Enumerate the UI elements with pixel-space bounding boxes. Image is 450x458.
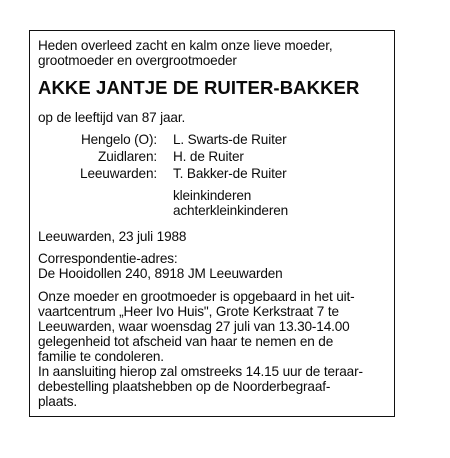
burial-line-3: Leeuwarden, waar woensdag 27 juli van 13.30-14.00 [38, 319, 350, 334]
family-person-2: H. de Ruiter [173, 149, 244, 164]
grandchildren-line: kleinkinderen [173, 188, 252, 203]
burial-line-8: plaats. [38, 394, 78, 409]
burial-line-5: familie te condoleren. [38, 349, 164, 364]
burial-line-7: debestelling plaatshebben op de Noorderbegraaf- [38, 379, 331, 394]
family-person-3: T. Bakker-de Ruiter [173, 166, 287, 181]
family-place-2: Zuidlaren: [98, 149, 157, 164]
family-person-1: L. Swarts-de Ruiter [173, 132, 287, 147]
intro-line-2: grootmoeder en overgrootmoeder [38, 53, 237, 68]
burial-line-6: In aansluiting hierop zal omstreeks 14.15 uur de teraar- [38, 364, 363, 379]
burial-line-2: vaartcentrum „Heer Ivo Huis", Grote Kerkstraat 7 te [38, 304, 339, 319]
burial-line-1: Onze moeder en grootmoeder is opgebaard in het uit- [38, 289, 355, 304]
burial-line-4: gelegenheid tot afscheid van haar te nemen en de [38, 334, 334, 349]
family-place-1: Hengelo (O): [80, 132, 157, 147]
correspondence-address: De Hooidollen 240, 8918 JM Leeuwarden [38, 266, 283, 281]
family-place-3: Leeuwarden: [80, 166, 157, 181]
intro-line-1: Heden overleed zacht en kalm onze lieve moeder, [38, 38, 333, 53]
age-line: op de leeftijd van 87 jaar. [38, 110, 186, 125]
great-grandchildren-line: achterkleinkinderen [173, 203, 289, 218]
death-notice [29, 30, 395, 417]
deceased-name: AKKE JANTJE DE RUITER-BAKKER [38, 77, 360, 98]
place-date: Leeuwarden, 23 juli 1988 [38, 229, 187, 244]
correspondence-label: Correspondentie-adres: [38, 251, 178, 266]
